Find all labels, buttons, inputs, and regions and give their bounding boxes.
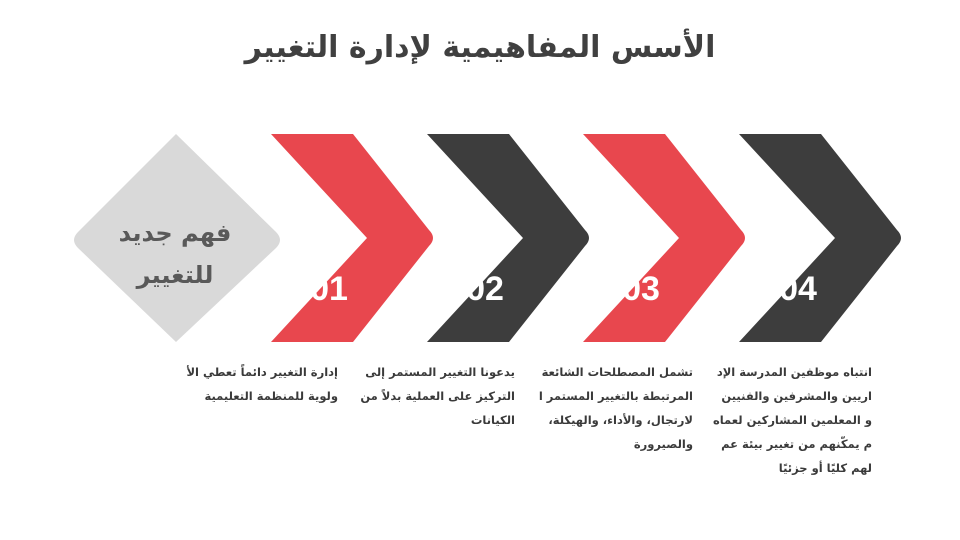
step-03-number: 03 <box>622 270 660 308</box>
step-04-number: 04 <box>779 270 817 308</box>
step-01-chevron-shape <box>271 134 433 342</box>
lead-label-line2: للتغيير <box>136 261 214 289</box>
step-02-chevron-shape <box>427 134 589 342</box>
step-01-number: 01 <box>310 270 348 308</box>
step-03-description: تشمل المصطلحات الشائعة المرتبطة بالتغيير المستمر ا لارتجال، والأداء، والهيكلة، والصيرورة <box>538 365 693 451</box>
step-04-chevron-shape <box>739 134 901 342</box>
step-02-number: 02 <box>466 270 504 308</box>
step-03-chevron-shape <box>583 134 745 342</box>
lead-label <box>90 212 260 296</box>
step-02-description: يدعونا التغيير المستمر إلى التركيز على العملية بدلاً من الكيانات <box>360 365 515 427</box>
step-01-description: إدارة التغيير دائماً تعطي الأ ولوية للمنظمة التعليمية <box>186 365 338 403</box>
lead-label-line1: فهم جديد <box>118 219 232 247</box>
slide-title: الأسس المفاهيمية لإدارة التغيير <box>244 30 716 65</box>
step-04-description: انتباه موظفين المدرسة الإد اريين والمشرفين والفنيين و المعلمين المشاركين لعماه م يمكّنهم من تغيير بيئة عم لهم كليًا أو جزئيًا <box>712 365 872 475</box>
